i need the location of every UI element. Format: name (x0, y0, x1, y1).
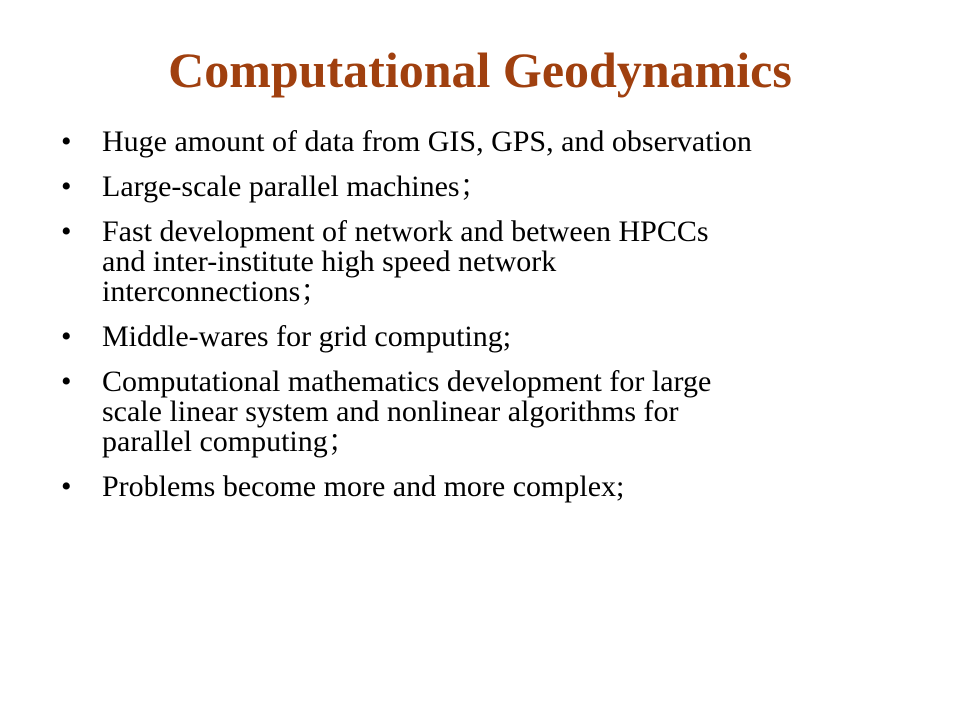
bullet-text-line: Fast development of network and between HPCCs (102, 215, 709, 248)
bullet-text-line: Middle-wares for grid computing; (102, 320, 512, 353)
bullet-text-line: Problems become more and more complex; (102, 470, 625, 503)
bullet-icon: • (61, 365, 72, 398)
bullet-list (58, 127, 918, 517)
bullet-icon: • (61, 215, 72, 248)
bullet-text-line: Large-scale parallel machines； (102, 170, 490, 203)
bullet-text-line: scale linear system and nonlinear algorithms for (102, 395, 679, 428)
bullet-text-line: Huge amount of data from GIS, GPS, and observation (102, 125, 752, 158)
bullet-item (58, 217, 918, 307)
bullet-text-line: and inter-institute high speed network (102, 245, 557, 278)
bullet-text-line: interconnections； (102, 275, 331, 308)
bullet-item (58, 172, 918, 202)
bullet-icon: • (61, 125, 72, 158)
bullet-text-line: Computational mathematics development for large (102, 365, 712, 398)
slide-title: Computational Geodynamics (168, 42, 792, 98)
bullet-item (58, 322, 918, 352)
bullet-icon: • (61, 320, 72, 353)
bullet-icon: • (61, 470, 72, 503)
bullet-item (58, 127, 918, 157)
bullet-text-line: parallel computing； (102, 425, 358, 458)
bullet-icon: • (61, 170, 72, 203)
bullet-item (58, 472, 918, 502)
bullet-item (58, 367, 918, 457)
